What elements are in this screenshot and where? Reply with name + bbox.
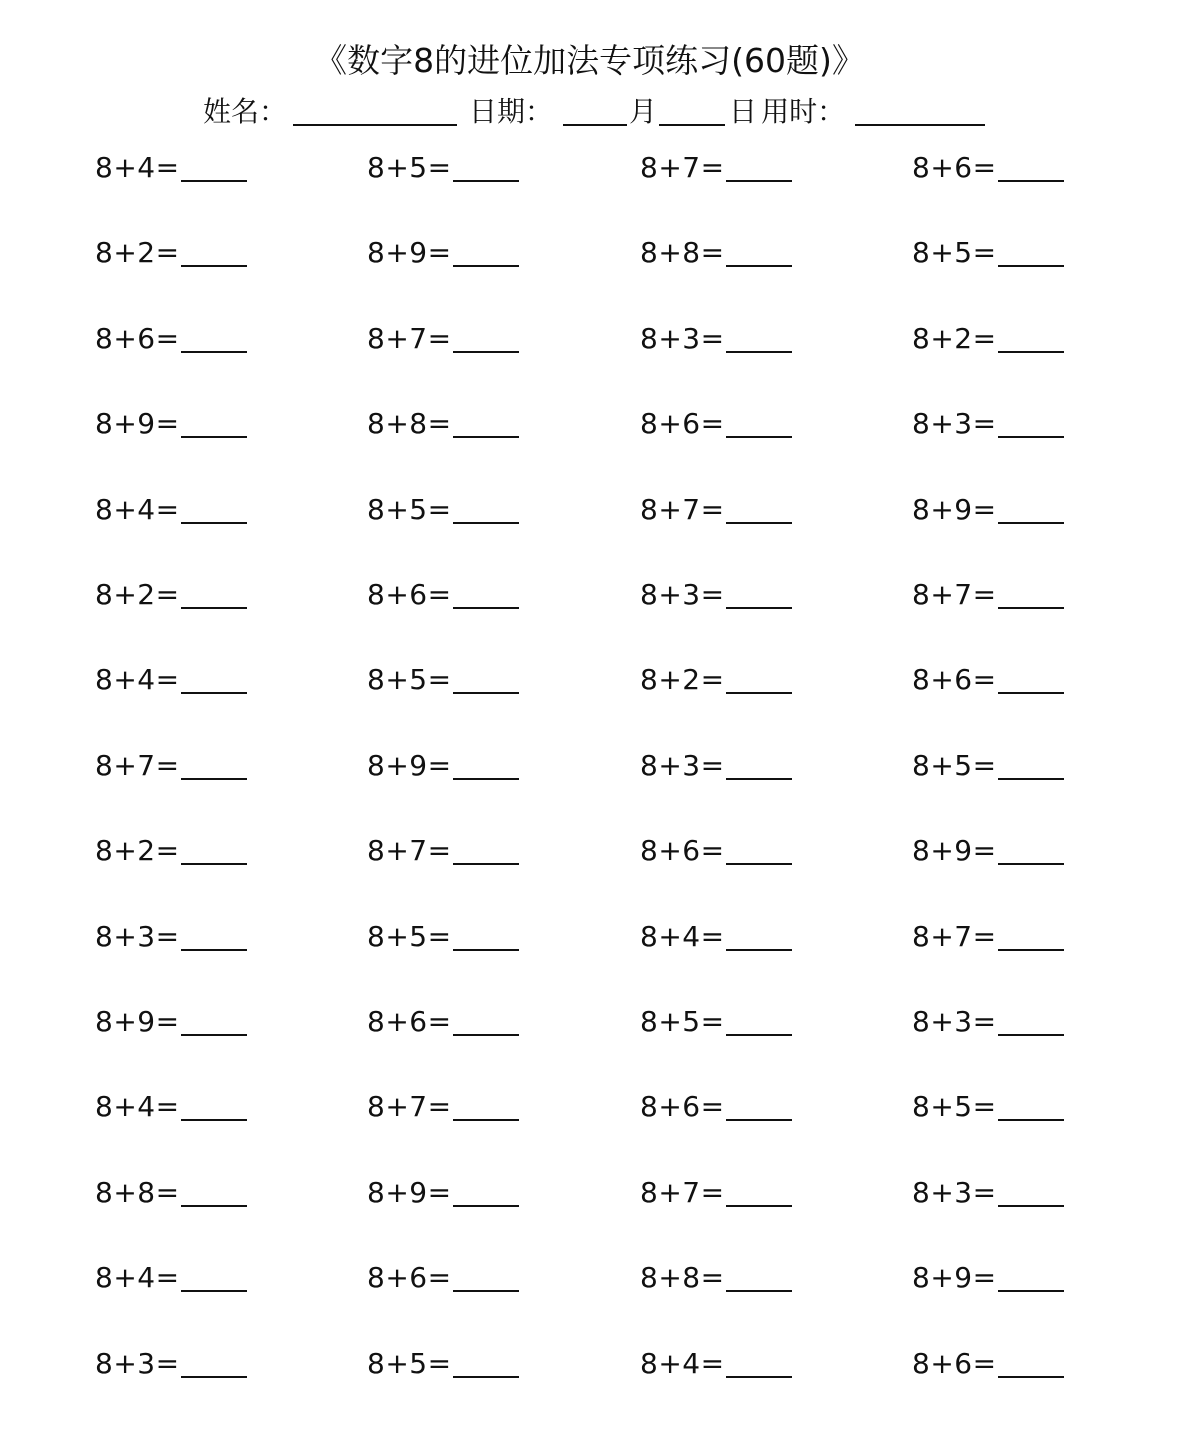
answer-blank[interactable] <box>998 1348 1064 1378</box>
problem-item <box>95 660 247 700</box>
problem-expression: 8+6= <box>912 663 997 696</box>
name-label: 姓名： <box>203 95 288 128</box>
answer-blank[interactable] <box>453 835 519 865</box>
problem-item <box>912 746 1064 786</box>
answer-blank[interactable] <box>998 1262 1064 1292</box>
problem-item <box>367 917 519 957</box>
problem-item <box>912 575 1064 615</box>
problem-expression: 8+7= <box>912 578 997 611</box>
answer-blank[interactable] <box>181 1006 247 1036</box>
problem-expression: 8+5= <box>640 1005 725 1038</box>
answer-blank[interactable] <box>726 1177 792 1207</box>
problem-expression: 8+8= <box>640 236 725 269</box>
answer-blank[interactable] <box>453 750 519 780</box>
answer-blank[interactable] <box>453 1177 519 1207</box>
problem-expression: 8+5= <box>367 920 452 953</box>
answer-blank[interactable] <box>453 408 519 438</box>
problem-expression: 8+4= <box>95 1090 180 1123</box>
problem-item <box>912 831 1064 871</box>
problem-item <box>95 1002 247 1042</box>
answer-blank[interactable] <box>453 1091 519 1121</box>
problem-item <box>95 917 247 957</box>
problem-item <box>912 148 1064 188</box>
month-label: 月 <box>629 95 658 128</box>
answer-blank[interactable] <box>998 835 1064 865</box>
answer-blank[interactable] <box>998 237 1064 267</box>
answer-blank[interactable] <box>726 1006 792 1036</box>
problem-expression: 8+7= <box>912 920 997 953</box>
problem-expression: 8+4= <box>95 1261 180 1294</box>
answer-blank[interactable] <box>453 664 519 694</box>
problem-expression: 8+2= <box>95 578 180 611</box>
problem-item <box>95 1258 247 1298</box>
problem-item <box>912 1344 1064 1384</box>
problem-expression: 8+9= <box>95 1005 180 1038</box>
problem-expression: 8+8= <box>95 1176 180 1209</box>
problem-expression: 8+9= <box>912 834 997 867</box>
problem-item <box>640 148 792 188</box>
answer-blank[interactable] <box>181 408 247 438</box>
answer-blank[interactable] <box>181 237 247 267</box>
problem-expression: 8+6= <box>640 407 725 440</box>
problem-item <box>640 660 792 700</box>
answer-blank[interactable] <box>453 1348 519 1378</box>
problem-expression: 8+5= <box>912 749 997 782</box>
problem-expression: 8+6= <box>640 834 725 867</box>
problem-expression: 8+2= <box>95 236 180 269</box>
problem-item <box>95 575 247 615</box>
problem-item <box>95 1087 247 1127</box>
answer-blank[interactable] <box>998 494 1064 524</box>
answer-blank[interactable] <box>998 664 1064 694</box>
problem-expression: 8+3= <box>640 322 725 355</box>
answer-blank[interactable] <box>181 152 247 182</box>
problem-item <box>640 233 792 273</box>
problem-expression: 8+9= <box>912 1261 997 1294</box>
problem-expression: 8+3= <box>640 749 725 782</box>
problem-item <box>912 1002 1064 1042</box>
problem-item <box>367 1002 519 1042</box>
problem-item <box>640 490 792 530</box>
date-label: 日期： <box>469 95 554 128</box>
answer-blank[interactable] <box>181 664 247 694</box>
answer-blank[interactable] <box>453 579 519 609</box>
problem-expression: 8+3= <box>912 1176 997 1209</box>
answer-blank[interactable] <box>453 152 519 182</box>
answer-blank[interactable] <box>726 1091 792 1121</box>
answer-blank[interactable] <box>453 494 519 524</box>
problem-expression: 8+9= <box>367 1176 452 1209</box>
problem-item <box>367 490 519 530</box>
problem-item <box>367 233 519 273</box>
problem-expression: 8+4= <box>95 663 180 696</box>
answer-blank[interactable] <box>726 750 792 780</box>
problem-expression: 8+5= <box>912 236 997 269</box>
problem-item <box>912 1087 1064 1127</box>
problem-expression: 8+3= <box>95 1347 180 1380</box>
problem-expression: 8+2= <box>912 322 997 355</box>
problem-item <box>95 233 247 273</box>
day-label: 日 <box>729 95 758 128</box>
answer-blank[interactable] <box>453 921 519 951</box>
problem-item <box>367 575 519 615</box>
problem-expression: 8+3= <box>912 1005 997 1038</box>
problem-expression: 8+7= <box>640 151 725 184</box>
problem-item <box>912 319 1064 359</box>
problem-expression: 8+2= <box>95 834 180 867</box>
problem-expression: 8+6= <box>367 1261 452 1294</box>
problem-expression: 8+7= <box>367 834 452 867</box>
time-label: 用时： <box>761 95 846 128</box>
problem-item <box>640 1258 792 1298</box>
problem-item <box>912 1258 1064 1298</box>
answer-blank[interactable] <box>726 237 792 267</box>
answer-blank[interactable] <box>998 1091 1064 1121</box>
problem-item <box>95 1173 247 1213</box>
problem-item <box>367 746 519 786</box>
problem-item <box>95 148 247 188</box>
problem-item <box>640 404 792 444</box>
answer-blank[interactable] <box>998 1177 1064 1207</box>
problem-item <box>367 319 519 359</box>
problem-expression: 8+3= <box>912 407 997 440</box>
problem-item <box>95 319 247 359</box>
problem-item <box>367 1087 519 1127</box>
answer-blank[interactable] <box>726 1262 792 1292</box>
problem-item <box>912 490 1064 530</box>
problem-item <box>95 831 247 871</box>
answer-blank[interactable] <box>726 664 792 694</box>
problem-item <box>367 831 519 871</box>
worksheet-title: 《数字8的进位加法专项练习(60题)》 <box>314 41 865 80</box>
problem-expression: 8+8= <box>640 1261 725 1294</box>
problem-item <box>640 1002 792 1042</box>
answer-blank[interactable] <box>181 579 247 609</box>
problem-expression: 8+5= <box>367 663 452 696</box>
problem-item <box>640 575 792 615</box>
answer-blank[interactable] <box>181 750 247 780</box>
answer-blank[interactable] <box>453 237 519 267</box>
problem-item <box>367 148 519 188</box>
problem-item <box>912 404 1064 444</box>
problem-item <box>912 233 1064 273</box>
answer-blank[interactable] <box>726 579 792 609</box>
answer-blank[interactable] <box>726 835 792 865</box>
problem-item <box>95 490 247 530</box>
problem-expression: 8+9= <box>95 407 180 440</box>
answer-blank[interactable] <box>181 1091 247 1121</box>
problem-item <box>367 1173 519 1213</box>
problem-item <box>95 404 247 444</box>
problem-expression: 8+6= <box>640 1090 725 1123</box>
problem-expression: 8+7= <box>640 493 725 526</box>
answer-blank[interactable] <box>181 1262 247 1292</box>
answer-blank[interactable] <box>726 921 792 951</box>
answer-blank[interactable] <box>453 1006 519 1036</box>
problem-expression: 8+4= <box>95 151 180 184</box>
answer-blank[interactable] <box>998 750 1064 780</box>
problem-expression: 8+4= <box>640 920 725 953</box>
answer-blank[interactable] <box>453 323 519 353</box>
problem-expression: 8+5= <box>367 493 452 526</box>
answer-blank[interactable] <box>181 921 247 951</box>
problem-item <box>640 831 792 871</box>
problem-item <box>640 319 792 359</box>
answer-blank[interactable] <box>181 835 247 865</box>
answer-blank[interactable] <box>726 1348 792 1378</box>
answer-blank[interactable] <box>998 152 1064 182</box>
problem-item <box>367 660 519 700</box>
answer-blank[interactable] <box>181 323 247 353</box>
problem-expression: 8+5= <box>912 1090 997 1123</box>
problem-expression: 8+9= <box>367 236 452 269</box>
problem-expression: 8+6= <box>912 151 997 184</box>
answer-blank[interactable] <box>998 408 1064 438</box>
problem-item <box>912 917 1064 957</box>
answer-blank[interactable] <box>181 1177 247 1207</box>
problem-item <box>640 917 792 957</box>
answer-blank[interactable] <box>726 323 792 353</box>
problem-expression: 8+6= <box>912 1347 997 1380</box>
problem-item <box>367 1258 519 1298</box>
problem-expression: 8+7= <box>367 1090 452 1123</box>
problem-expression: 8+2= <box>640 663 725 696</box>
problem-expression: 8+9= <box>367 749 452 782</box>
problem-item <box>367 1344 519 1384</box>
answer-blank[interactable] <box>726 152 792 182</box>
problem-item <box>912 1173 1064 1213</box>
problem-expression: 8+5= <box>367 1347 452 1380</box>
problem-expression: 8+3= <box>95 920 180 953</box>
problem-expression: 8+5= <box>367 151 452 184</box>
answer-blank[interactable] <box>998 921 1064 951</box>
problem-expression: 8+3= <box>640 578 725 611</box>
problem-item <box>640 1087 792 1127</box>
problem-expression: 8+7= <box>367 322 452 355</box>
problem-expression: 8+7= <box>95 749 180 782</box>
answer-blank[interactable] <box>998 1006 1064 1036</box>
problem-expression: 8+7= <box>640 1176 725 1209</box>
answer-blank[interactable] <box>453 1262 519 1292</box>
answer-blank[interactable] <box>181 1348 247 1378</box>
problem-item <box>640 1344 792 1384</box>
answer-blank[interactable] <box>726 408 792 438</box>
answer-blank[interactable] <box>726 494 792 524</box>
problem-expression: 8+4= <box>640 1347 725 1380</box>
problem-item <box>95 746 247 786</box>
problem-expression: 8+6= <box>367 578 452 611</box>
problem-item <box>912 660 1064 700</box>
answer-blank[interactable] <box>998 323 1064 353</box>
problem-item <box>367 404 519 444</box>
problem-item <box>95 1344 247 1384</box>
problem-expression: 8+4= <box>95 493 180 526</box>
problem-expression: 8+6= <box>367 1005 452 1038</box>
problem-item <box>640 1173 792 1213</box>
answer-blank[interactable] <box>998 579 1064 609</box>
problem-expression: 8+9= <box>912 493 997 526</box>
problem-item <box>640 746 792 786</box>
problem-expression: 8+8= <box>367 407 452 440</box>
problem-expression: 8+6= <box>95 322 180 355</box>
answer-blank[interactable] <box>181 494 247 524</box>
